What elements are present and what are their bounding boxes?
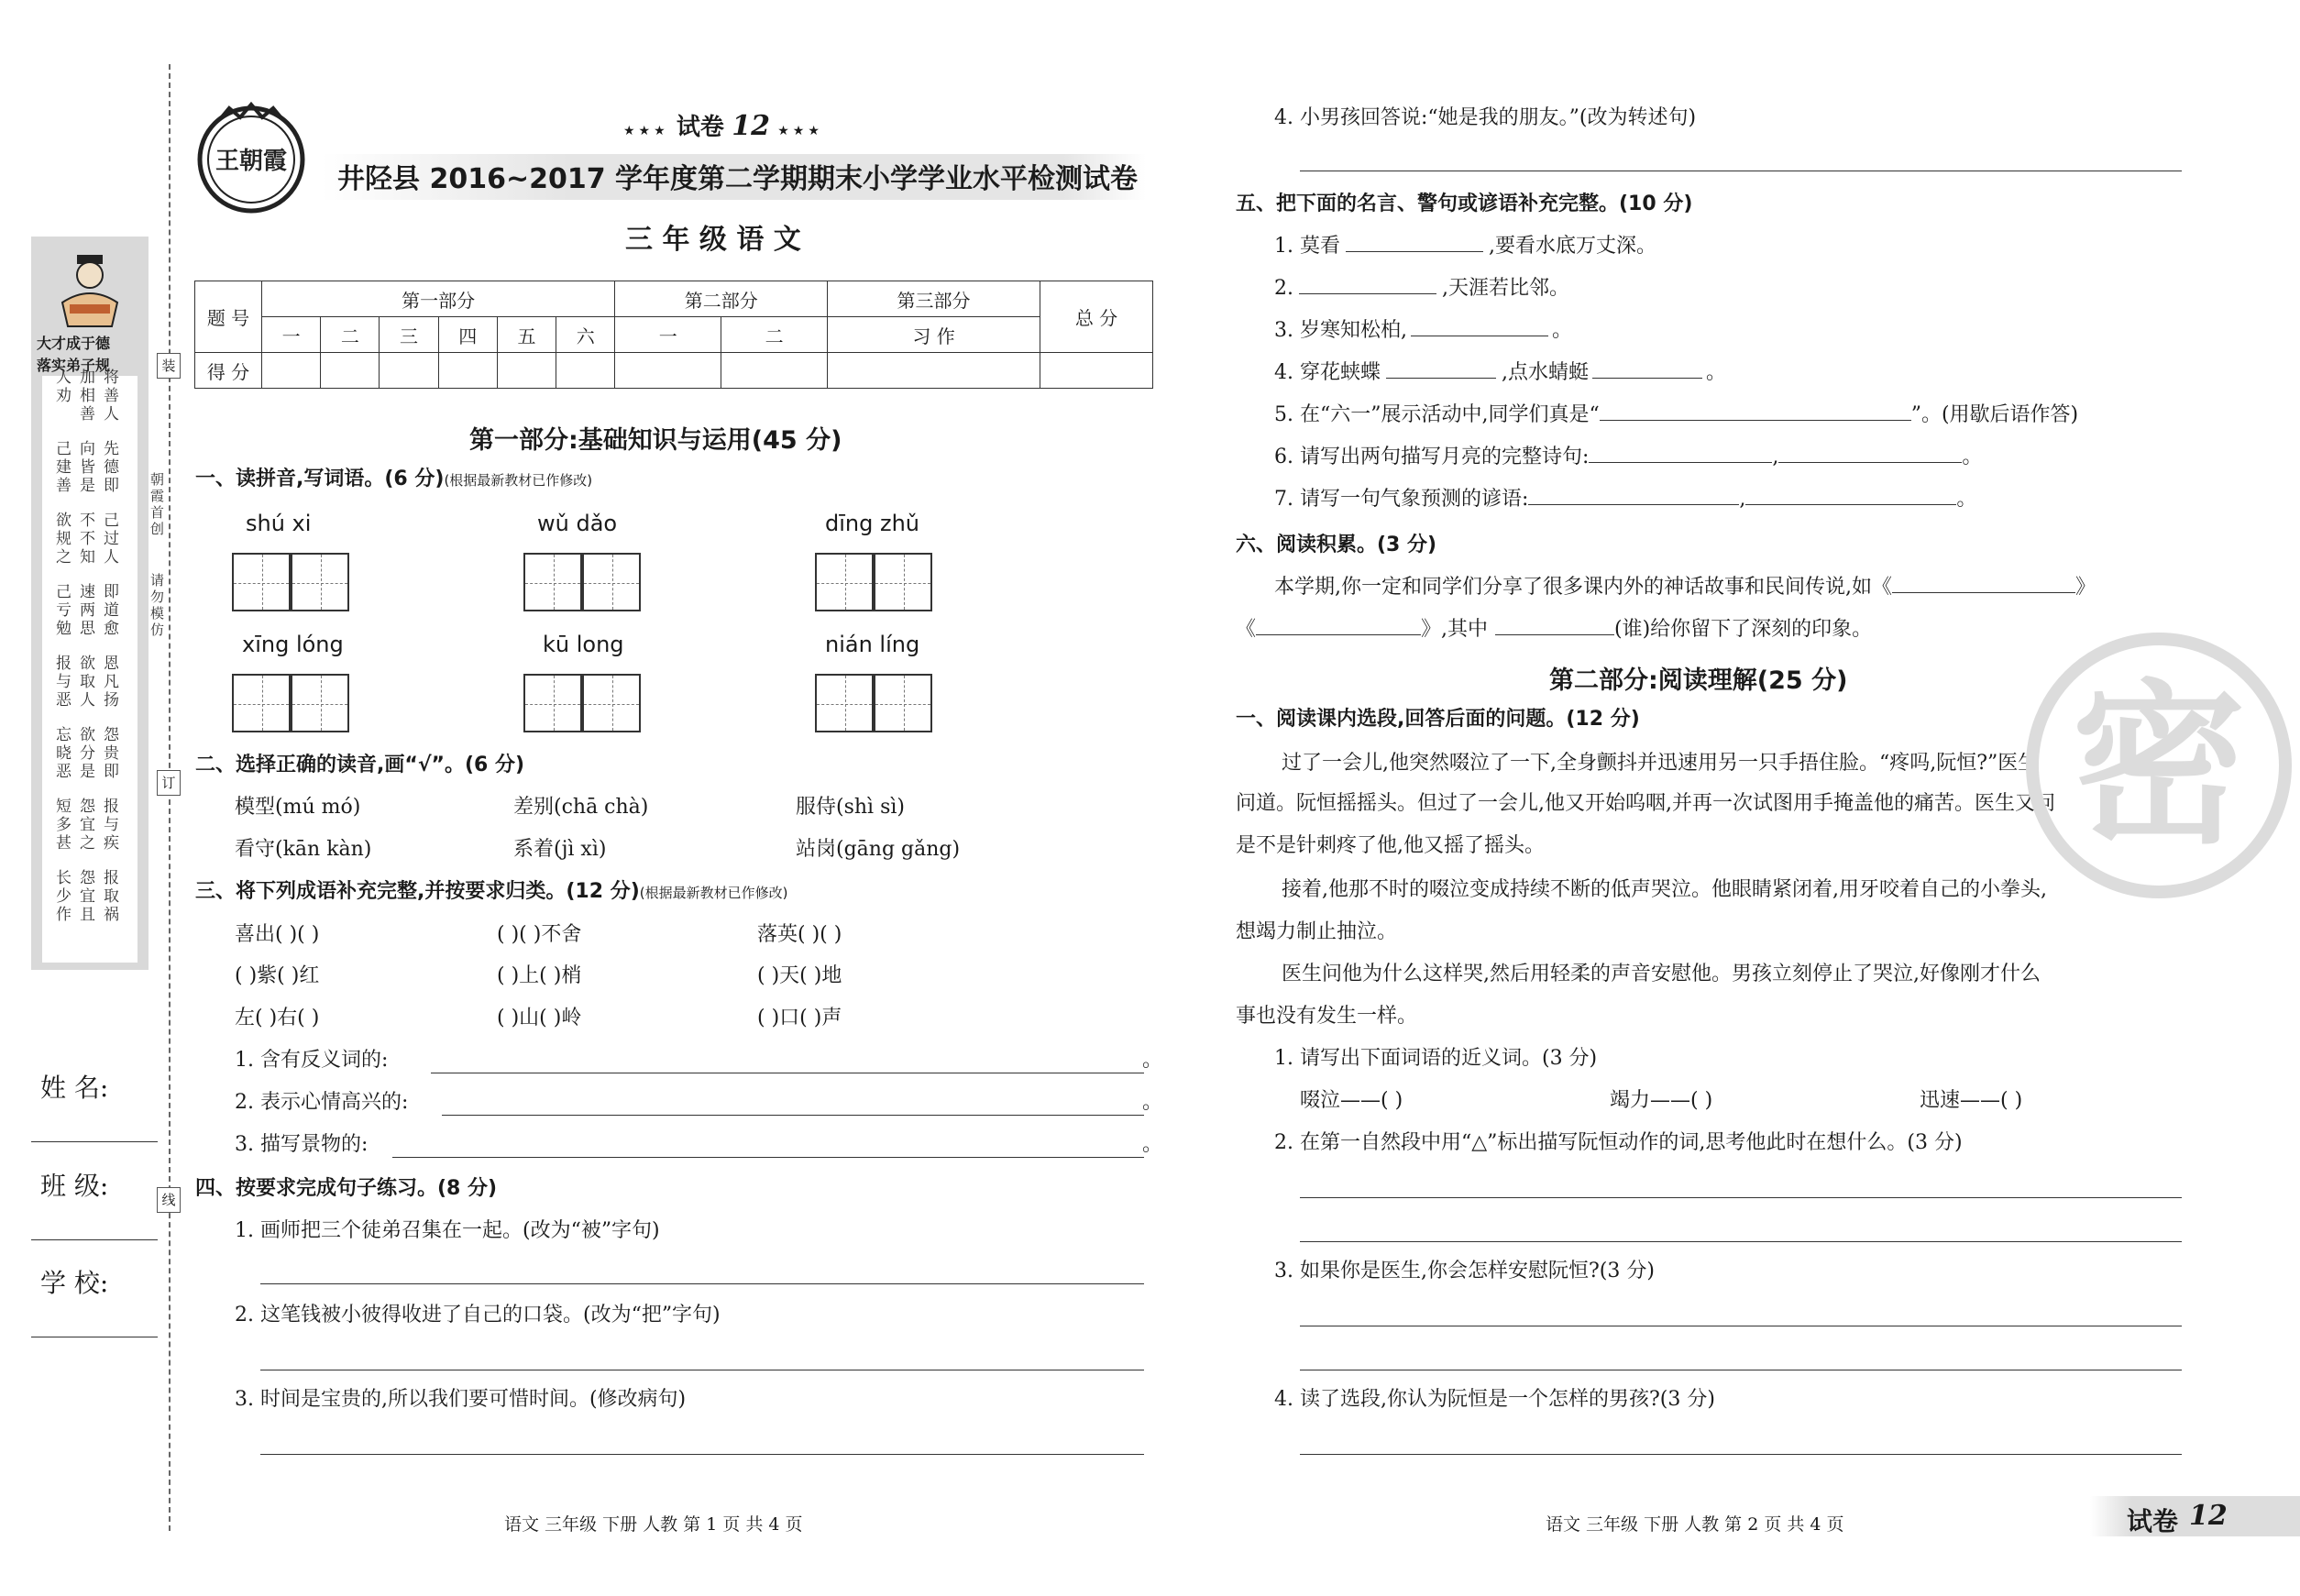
q5-item-7: [1274, 486, 1976, 513]
writing-box[interactable]: [582, 553, 641, 611]
score-cell[interactable]: [1040, 353, 1153, 389]
r1-q4: 4. 读了选段,你认为阮恒是一个怎样的男孩?(3 分): [1274, 1388, 1715, 1411]
proverb-column: 短多甚: [52, 798, 71, 853]
proverb-column: 加相善: [76, 369, 94, 424]
reading-choice[interactable]: 系着(jì xì): [513, 838, 607, 861]
exam-title: 井陉县 2016~2017 学年度第二学期期末小学学业水平检测试卷: [337, 163, 1139, 195]
proverb-column: 恩凡扬: [100, 655, 118, 710]
q3-sub-2: 2. 表示心情高兴的:: [235, 1091, 409, 1114]
fold-mark-2: 订: [157, 770, 181, 796]
writing-box[interactable]: [582, 674, 641, 732]
idiom-blank[interactable]: ( )( )不舍: [497, 923, 582, 946]
q4-item-2: 2. 这笔钱被小彼得收进了自己的口袋。(改为“把”字句): [235, 1304, 721, 1326]
part2-title: 第二部分:阅读理解(25 分): [1549, 666, 1848, 695]
side-note-2: 请勿模仿: [149, 573, 165, 639]
svg-text:王朝霞: 王朝霞: [215, 148, 288, 175]
proverb-column: 欲取人: [76, 655, 94, 710]
reading-choice[interactable]: 服侍(shì sì): [796, 796, 905, 819]
score-row-label: 得 分: [195, 353, 262, 389]
q6-line-1: [1274, 574, 2096, 601]
paper-no: 12: [732, 110, 770, 142]
proverb-column: 己建善: [52, 440, 71, 495]
q5-item-6: [1274, 444, 1982, 471]
writing-box[interactable]: [232, 674, 291, 732]
idiom-blank[interactable]: ( )上( )梢: [497, 964, 582, 987]
r1-q2: 2. 在第一自然段中用“△”标出描写阮恒动作的词,思考他此时在想什么。(3 分): [1274, 1131, 1963, 1154]
answer-line[interactable]: [392, 1157, 1144, 1158]
q6-line-2: [1236, 616, 1872, 644]
q4-item-4: 4. 小男孩回答说:“她是我的朋友。”(改为转述句): [1274, 106, 1697, 129]
score-cell[interactable]: [497, 353, 556, 389]
q6-text: (谁)给你留下了深刻的印象。: [1614, 618, 1873, 641]
q3-title: [195, 878, 787, 907]
side-note-1: 朝霞首创: [149, 472, 165, 538]
q5-label: 7. 请写一句气象预测的谚语:: [1274, 488, 1529, 511]
proverb-column: 欲规之: [52, 512, 71, 567]
idiom-blank[interactable]: 喜出( )( ): [235, 923, 320, 946]
q3-title-text: 三、将下列成语补充完整,并按要求归类。(12 分): [195, 880, 640, 903]
q4-item-1: 1. 画师把三个徒弟召集在一起。(改为“被”字句): [235, 1219, 660, 1242]
q6-title: 六、阅读积累。(3 分): [1236, 534, 1437, 556]
idiom-blank[interactable]: 落英( )( ): [757, 923, 842, 946]
q5-tail: 。: [1551, 319, 1572, 342]
q5-tail: ”。(用歇后语作答): [1910, 403, 2079, 426]
proverb-column: 不不知: [76, 512, 94, 567]
proverb-column: 怨宜之: [76, 798, 94, 853]
badge-no: 12: [2189, 1500, 2228, 1532]
blank[interactable]: [1745, 504, 1956, 505]
blank[interactable]: [1892, 592, 2075, 593]
logo-seal-icon: [193, 101, 310, 218]
badge-label: 试卷: [2127, 1506, 2179, 1536]
r1-q1: 1. 请写出下面词语的近义词。(3 分): [1274, 1047, 1598, 1070]
sub-header: 一: [615, 317, 721, 353]
score-cell[interactable]: [615, 353, 721, 389]
part1-header: 第一部分: [262, 281, 615, 317]
writing-box[interactable]: [874, 553, 932, 611]
writing-box[interactable]: [232, 553, 291, 611]
score-cell[interactable]: [438, 353, 497, 389]
comma: ,: [1739, 488, 1746, 511]
blank[interactable]: [1386, 378, 1496, 379]
proverb-column: 己亏勉: [52, 583, 71, 638]
star-icon: ★★★: [777, 124, 823, 138]
r1-title: 一、阅读课内选段,回答后面的问题。(12 分): [1236, 708, 1640, 731]
score-cell[interactable]: [828, 353, 1040, 389]
writing-box[interactable]: [815, 674, 874, 732]
q5-tail: ,点水蜻蜓: [1501, 361, 1589, 384]
writing-box[interactable]: [523, 553, 582, 611]
blank[interactable]: [1589, 462, 1772, 463]
q5-item-1: [1274, 233, 1656, 260]
part2-header: 第二部分: [615, 281, 828, 317]
sub-header: 二: [321, 317, 380, 353]
q5-item-4: [1274, 359, 1726, 387]
motto-line-1: 大才成于德: [37, 335, 111, 352]
name-label: 姓 名:: [40, 1073, 109, 1103]
q5-item-2: [1274, 275, 1569, 303]
q6-text: 《: [1236, 618, 1257, 641]
q5-tail: ,天涯若比邻。: [1442, 277, 1569, 300]
scholar-figure-icon: [51, 248, 128, 330]
q3-sub-3: 3. 描写景物的:: [235, 1133, 369, 1156]
reading-choice[interactable]: 站岗(gāng gǎng): [796, 838, 961, 861]
q3-note: (根据最新教材已作修改): [639, 885, 788, 901]
q2-title: 二、选择正确的读音,画“√”。(6 分): [195, 754, 525, 776]
name-field[interactable]: [31, 1141, 158, 1142]
proverb-column: 怨宜且: [76, 869, 94, 924]
proverb-column: 人劝: [52, 369, 71, 405]
writing-box[interactable]: [815, 553, 874, 611]
reading-choice[interactable]: 差别(chā chà): [513, 796, 649, 819]
proverb-column: 己过人: [100, 512, 118, 567]
binding-line: [169, 64, 171, 1531]
q4-item-3: 3. 时间是宝贵的,所以我们要可惜时间。(修改病句): [235, 1388, 687, 1411]
answer-line[interactable]: [1300, 1197, 2182, 1198]
score-cell[interactable]: [556, 353, 615, 389]
q5-label: 4. 穿花蛱蝶: [1274, 361, 1381, 384]
q4-title: 四、按要求完成句子练习。(8 分): [195, 1177, 498, 1200]
class-field[interactable]: [31, 1239, 158, 1240]
passage-line: 是不是针刺疼了他,他又摇了摇头。: [1236, 834, 1545, 857]
end-period: 。: [1142, 1091, 1163, 1114]
score-cell[interactable]: [321, 353, 380, 389]
pinyin: dīng zhǔ: [825, 511, 919, 536]
subject-title: 三 年 级 语 文: [625, 224, 801, 256]
class-label: 班 级:: [40, 1171, 109, 1201]
passage-line: 问道。阮恒摇摇头。但过了一会儿,他又开始呜咽,并再一次试图用手掩盖他的痛苦。医生又问: [1236, 792, 2055, 815]
answer-line[interactable]: [442, 1115, 1144, 1116]
pinyin: wǔ dǎo: [537, 511, 618, 536]
writing-box[interactable]: [523, 674, 582, 732]
footer-left: 语文 三年级 下册 人教 第 1 页 共 4 页: [504, 1514, 803, 1535]
q5-label: 6. 请写出两句描写月亮的完整诗句:: [1274, 446, 1590, 468]
blank[interactable]: [1256, 634, 1421, 635]
q6-text: 》,其中: [1421, 618, 1489, 641]
sub-header: 四: [438, 317, 497, 353]
blank[interactable]: [1592, 378, 1702, 379]
reading-choice[interactable]: 看守(kān kàn): [235, 838, 372, 861]
school-label: 学 校:: [40, 1268, 109, 1298]
paper-label: 试卷: [676, 114, 724, 141]
proverb-column: 先德即: [100, 440, 118, 495]
proverb-column: 报与恶: [52, 655, 71, 710]
proverb-column: 欲分是: [76, 726, 94, 781]
sub-header: 习 作: [828, 317, 1040, 353]
answer-line[interactable]: [260, 1283, 1144, 1284]
idiom-blank[interactable]: ( )紫( )红: [235, 964, 320, 987]
fold-mark-1: 装: [157, 353, 181, 379]
pinyin: shú xi: [246, 511, 312, 536]
synonym-item[interactable]: 竭力——( ): [1610, 1089, 1713, 1112]
score-cell[interactable]: [380, 353, 438, 389]
q1-title-text: 一、读拼音,写词语。(6 分): [195, 468, 445, 490]
passage-line: 接着,他那不时的啜泣变成持续不断的低声哭泣。他眼睛紧闭着,用牙咬着自己的小拳头,: [1282, 878, 2047, 901]
writing-box[interactable]: [874, 674, 932, 732]
q5-tail: ,要看水底万丈深。: [1488, 235, 1656, 258]
star-icon: ★★★: [623, 124, 669, 138]
writing-box[interactable]: [291, 674, 349, 732]
sub-header: 六: [556, 317, 615, 353]
q5-label: 5. 在“六一”展示活动中,同学们真是“: [1274, 403, 1600, 426]
r1-q3: 3. 如果你是医生,你会怎样安慰阮恒?(3 分): [1274, 1260, 1655, 1282]
blank[interactable]: [1528, 504, 1739, 505]
paper-number-badge: [623, 108, 823, 142]
q5-label: 3. 岁寒知松柏,: [1274, 319, 1407, 342]
q6-text: 》: [2075, 576, 2096, 599]
q5-label: 1. 莫看: [1274, 235, 1340, 258]
footer-badge: [2090, 1496, 2300, 1536]
q1-title: [195, 466, 592, 494]
proverb-column: 速两思: [76, 583, 94, 638]
confidential-watermark: 密: [2026, 633, 2292, 898]
passage-line: 想竭力制止抽泣。: [1236, 920, 1398, 943]
proverb-column: 报与疾: [100, 798, 118, 853]
answer-line[interactable]: [260, 1454, 1144, 1455]
proverb-column: 怨贵即: [100, 726, 118, 781]
passage-line: 过了一会儿,他突然啜泣了一下,全身颤抖并迅速用另一只手捂住脸。“疼吗,阮恒?”医生: [1282, 752, 2039, 775]
reading-choice[interactable]: 模型(mú mó): [235, 796, 361, 819]
pinyin: xīng lóng: [242, 632, 344, 657]
pinyin: nián líng: [825, 632, 920, 657]
score-cell[interactable]: [721, 353, 828, 389]
q3-sub-1: 1. 含有反义词的:: [235, 1049, 389, 1072]
fold-mark-3: 线: [157, 1187, 181, 1213]
idiom-blank[interactable]: 左( )右( ): [235, 1007, 320, 1029]
idiom-blank[interactable]: ( )山( )岭: [497, 1007, 582, 1029]
q5-tail: 。: [1705, 361, 1726, 384]
proverb-column: 即道愈: [100, 583, 118, 638]
q6-text: 本学期,你一定和同学们分享了很多课内外的神话故事和民间传说,如《: [1274, 576, 1892, 599]
q5-label: 2.: [1274, 277, 1293, 300]
sub-header: 三: [380, 317, 438, 353]
synonym-item[interactable]: 迅速——( ): [1920, 1089, 2023, 1112]
proverb-column: 向皆是: [76, 440, 94, 495]
end-period: 。: [1142, 1133, 1163, 1156]
part1-title: 第一部分:基础知识与运用(45 分): [469, 426, 842, 455]
end-period: 。: [1142, 1049, 1163, 1072]
q1-note: (根据最新教材已作修改): [444, 472, 593, 489]
comma: ,: [1772, 446, 1779, 468]
score-header-label: 题 号: [195, 281, 262, 353]
q5-title: 五、把下面的名言、警句或谚语补充完整。(10 分): [1236, 193, 1693, 215]
blank[interactable]: [1346, 251, 1483, 252]
answer-line[interactable]: [1300, 1241, 2182, 1242]
sub-header: 五: [497, 317, 556, 353]
total-header: 总 分: [1040, 281, 1153, 353]
score-table: [194, 281, 1153, 389]
q5-tail: 。: [1956, 488, 1977, 511]
passage-line: 医生问他为什么这样哭,然后用轻柔的声音安慰他。男孩立刻停止了哭泣,好像刚才什么: [1282, 963, 2041, 985]
writing-box[interactable]: [291, 553, 349, 611]
q5-item-5: [1274, 402, 2078, 429]
motto-line-2: 落实弟子规: [37, 357, 111, 374]
q5-tail: 。: [1962, 446, 1983, 468]
passage-line: 事也没有发生一样。: [1236, 1005, 1418, 1028]
idiom-blank[interactable]: ( )口( )声: [757, 1007, 842, 1029]
pinyin: kū long: [543, 632, 624, 657]
answer-line[interactable]: [1300, 1454, 2182, 1455]
blank[interactable]: [1299, 293, 1436, 294]
footer-right: 语文 三年级 下册 人教 第 2 页 共 4 页: [1546, 1514, 1844, 1535]
blank[interactable]: [1495, 634, 1614, 635]
proverb-column: 忘晓恶: [52, 726, 71, 781]
blank[interactable]: [1600, 420, 1911, 421]
score-cell[interactable]: [262, 353, 321, 389]
proverb-column: 长少作: [52, 869, 71, 924]
sub-header: 二: [721, 317, 828, 353]
q5-item-3: [1274, 317, 1572, 345]
part3-header: 第三部分: [828, 281, 1040, 317]
proverb-column: 将善人: [100, 369, 118, 424]
synonym-item[interactable]: 啜泣——( ): [1300, 1089, 1403, 1112]
proverb-column: 报取祸: [100, 869, 118, 924]
idiom-blank[interactable]: ( )天( )地: [757, 964, 842, 987]
sub-header: 一: [262, 317, 321, 353]
blank[interactable]: [1778, 462, 1962, 463]
